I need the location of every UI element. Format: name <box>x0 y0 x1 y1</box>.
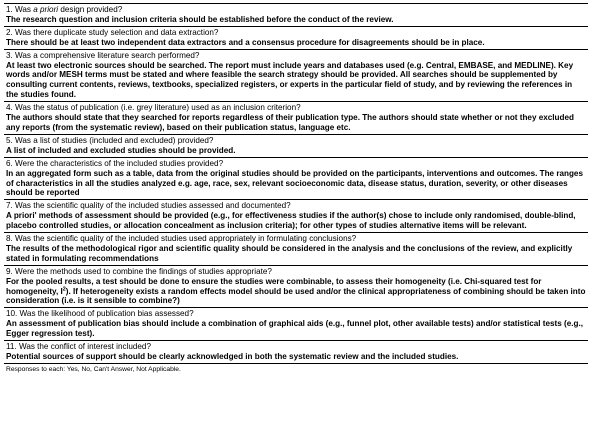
question-7: 7. Was the scientific quality of the included studies assessed and documented? <box>6 201 291 211</box>
question-1: 1. Was a priori design provided? <box>6 5 123 14</box>
question-2: 2. Was there duplicate study selection and data extraction? <box>6 27 219 37</box>
checklist-item-5 <box>4 135 588 158</box>
answer-11: Potential sources of support should be clearly acknowledged in both the systematic review and the included studies. <box>6 352 459 361</box>
question-3: 3. Was a comprehensive literature search performed? <box>6 50 200 60</box>
checklist-item-8 <box>4 233 588 266</box>
answer-3: At least two electronic sources should be searched. The report must include years and databases used (e.g. Central, EMBASE, and MEDLINE). Key words and/or MESH terms must be stated and where feasible the search strategy should be provided. All searches should be supplemented by consulting current contents, reviews, textbooks, specialized registers, or experts in the particular field of study, and by reviewing the references in the studies found. <box>6 60 574 100</box>
checklist-item-4 <box>4 102 588 135</box>
answer-2: There should be at least two independent data extractors and a consensus procedure for disagreements should be in place. <box>6 37 485 47</box>
checklist-item-11 <box>4 341 588 364</box>
answer-6: In an aggregated form such as a table, data from the original studies should be provided on the participants, interventions and outcomes. The ranges of characteristics in all the studies analyzed e.g. age, race, sex, relevant socioeconomic data, disease status, duration, severity, or other diseases should be reported <box>6 168 583 198</box>
question-4: 4. Was the status of publication (i.e. grey literature) used as an inclusion criterion? <box>6 103 301 113</box>
answer-4: The authors should state that they searched for reports regardless of their publication type. The authors should state whether or not they excluded any reports (from the systematic review), based on their publication status, language etc. <box>6 113 574 132</box>
checklist-item-1 <box>4 4 588 27</box>
responses-footnote: Responses to each: Yes, No, Can't Answer, Not Applicable. <box>6 365 181 373</box>
checklist-item-7 <box>4 200 588 233</box>
checklist-item-9 <box>4 266 588 309</box>
question-8: 8. Was the scientific quality of the included studies used appropriately in formulating conclusions? <box>6 234 357 244</box>
answer-5: A list of included and excluded studies should be provided. <box>6 145 236 155</box>
answer-10: An assessment of publication bias should include a combination of graphical aids (e.g., funnel plot, other available tests) and/or statistical tests (e.g., Egger regression test). <box>6 319 583 339</box>
answer-9: For the pooled results, a test should be done to ensure the studies were combinable, to assess their homogeneity (i.e. Chi-squared test for homogeneity, $I^2$). If heterogeneity exists a random effects model should be used and/or the clinical appropriateness of combining should be taken into consideration (i.e. is it sensible to combine?) <box>6 276 586 306</box>
question-11: 11. Was the conflict of interest included? <box>6 342 151 352</box>
checklist-item-6 <box>4 158 588 201</box>
answer-1: The research question and inclusion criteria should be established before the conduct of the review. <box>6 14 394 24</box>
checklist-item-10 <box>4 308 588 341</box>
checklist-item-2 <box>4 27 588 50</box>
checklist-item-3 <box>4 50 588 103</box>
question-5: 5. Was a list of studies (included and excluded) provided? <box>6 135 214 145</box>
checklist-table <box>4 3 588 364</box>
question-6: 6. Were the characteristics of the included studies provided? <box>6 158 224 168</box>
question-10: 10. Was the likelihood of publication bias assessed? <box>6 309 194 319</box>
answer-8: The results of the methodological rigor and scientific quality should be considered in the analysis and the conclusions of the review, and explicitly stated in formulating recommendations <box>6 243 573 263</box>
answer-7: A priori' methods of assessment should be provided (e.g., for effectiveness studies if the author(s) chose to include only randomised, double-blind, placebo controlled studies, or allocation concealment as inclusion criteria); for other types of studies alternative items will be relevant. <box>6 211 576 231</box>
question-9: 9. Were the methods used to combine the findings of studies appropriate? <box>6 266 272 276</box>
